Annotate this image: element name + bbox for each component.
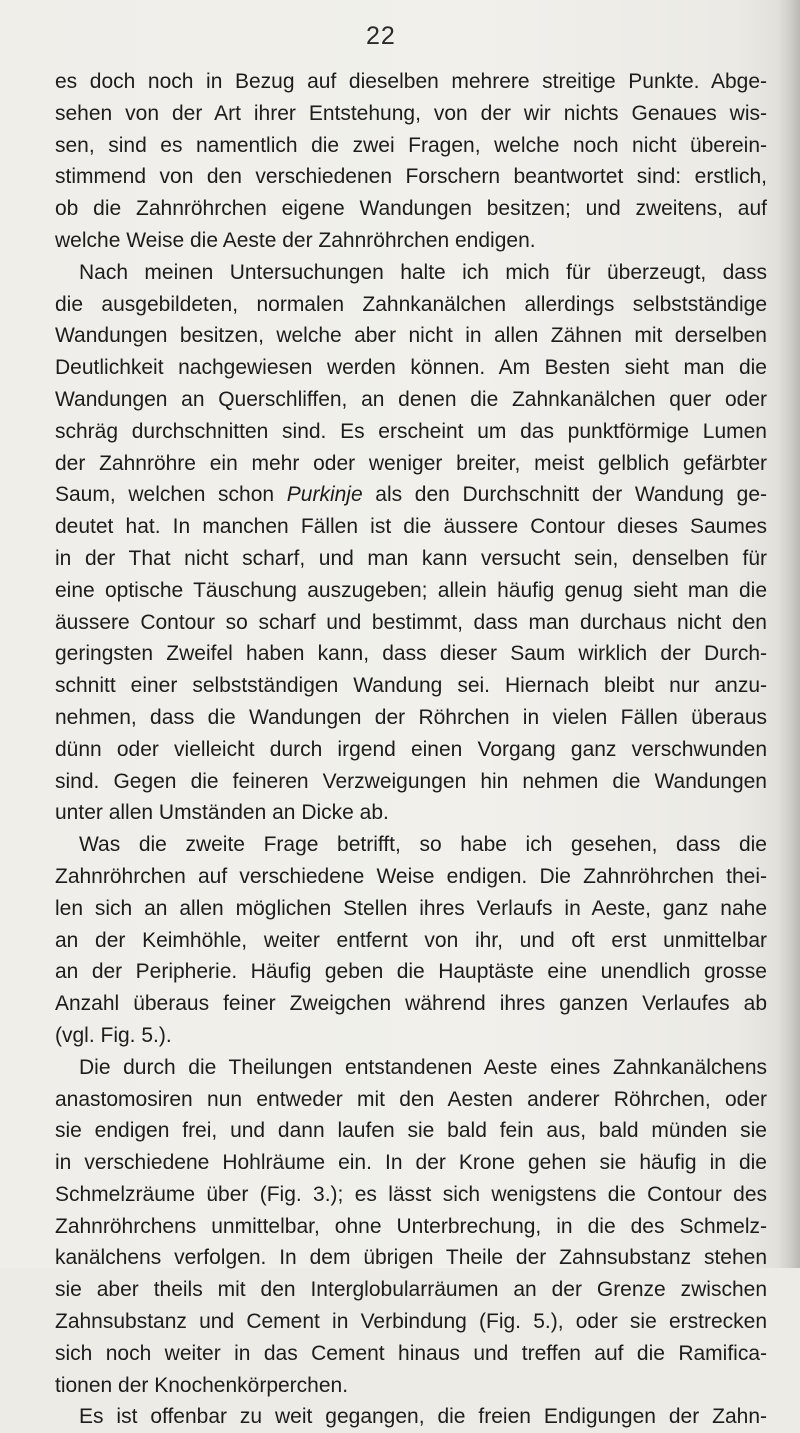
text-line: schräg durchschnitten sind. Es erscheint um das punktförmige Lumen	[55, 419, 767, 443]
text-line: Wandungen besitzen, welche aber nicht in allen Zähnen mit derselben	[55, 324, 767, 348]
text-line: sind. Gegen die feineren Verzweigungen hin nehmen die Wandungen	[55, 769, 767, 793]
text-line: in verschiedene Hohlräume ein. In der Krone gehen sie häufig in die	[55, 1151, 767, 1175]
text-line: Wandungen an Querschliffen, an denen die Zahnkanälchen quer oder	[55, 387, 767, 411]
text-line: ob die Zahnröhrchen eigene Wandungen besitzen; und zweitens, auf	[55, 197, 767, 221]
text-line: schnitt einer selbstständigen Wandung sei. Hiernach bleibt nur anzu-	[55, 674, 767, 698]
text-line: welche Weise die Aeste der Zahnröhrchen endigen.	[55, 228, 536, 252]
page-number: 22	[366, 22, 396, 50]
text-line: anastomosiren nun entweder mit den Aesten anderer Röhrchen, oder	[55, 1087, 767, 1111]
text-line: sehen von der Art ihrer Entstehung, von der wir nichts Genaues wis-	[55, 101, 767, 125]
text-line: es doch noch in Bezug auf dieselben mehrere streitige Punkte. Abge-	[55, 70, 767, 93]
page-edge-shadow	[778, 0, 800, 1268]
paragraph-first-line: Nach meinen Untersuchungen halte ich mich für überzeugt, dass	[79, 260, 767, 284]
paragraph-first-line: Was die zweite Frage betrifft, so habe ich gesehen, dass die	[79, 833, 767, 857]
text-line: tionen der Knochenkörperchen.	[55, 1373, 349, 1397]
text-line: (vgl. Fig. 5.).	[55, 1023, 172, 1047]
text-line: der Zahnröhre ein mehr oder weniger breiter, meist gelblich gefärbter	[55, 451, 767, 475]
text-line: sen, sind es namentlich die zwei Fragen, welche noch nicht überein-	[55, 133, 767, 157]
text-line: Schmelzräume über (Fig. 3.); es lässt sich wenigstens die Contour des	[55, 1182, 767, 1206]
text-line: Zahnröhrchens unmittelbar, ohne Unterbrechung, in die des Schmelz-	[55, 1214, 767, 1238]
text-line: an der Keimhöhle, weiter entfernt von ihr, und oft erst unmittelbar	[55, 928, 767, 952]
text-line: sie aber theils mit den Interglobularräumen an der Grenze zwischen	[55, 1278, 767, 1302]
line-segment: Saum, welchen schon	[55, 483, 287, 507]
paragraph-first-line: Die durch die Theilungen entstandenen Aeste eines Zahnkanälchens	[79, 1055, 767, 1079]
text-line: stimmend von den verschiedenen Forschern beantwortet sind: erstlich,	[55, 165, 767, 189]
text-line: die ausgebildeten, normalen Zahnkanälchen allerdings selbstständige	[55, 292, 767, 316]
body-text	[55, 66, 767, 1433]
line-segment: als den Durchschnitt der Wandung ge-	[362, 483, 767, 507]
text-line: kanälchens verfolgen. In dem übrigen Theile der Zahnsubstanz stehen	[55, 1246, 767, 1270]
text-line: geringsten Zweifel haben kann, dass dieser Saum wirklich der Durch-	[55, 642, 767, 666]
text-line: Anzahl überaus feiner Zweigchen während ihres ganzen Verlaufes ab	[55, 992, 767, 1016]
text-line: unter allen Umständen an Dicke ab.	[55, 801, 389, 825]
text-line: äussere Contour so scharf und bestimmt, dass man durchaus nicht den	[55, 610, 767, 634]
text-line: sich noch weiter in das Cement hinaus und treffen auf die Ramifica-	[55, 1341, 767, 1365]
text-line: an der Peripherie. Häufig geben die Hauptäste eine unendlich grosse	[55, 960, 767, 984]
text-line: sie endigen frei, und dann laufen sie bald fein aus, bald münden sie	[55, 1119, 767, 1143]
text-line: deutet hat. In manchen Fällen ist die äussere Contour dieses Saumes	[55, 515, 767, 539]
text-line: len sich an allen möglichen Stellen ihres Verlaufs in Aeste, ganz nahe	[55, 896, 767, 920]
author-name: Purkinje	[286, 483, 363, 507]
text-line-with-name	[55, 479, 767, 511]
paragraph-first-line: Es ist offenbar zu weit gegangen, die freien Endigungen der Zahn-	[79, 1405, 767, 1429]
text-line: Deutlichkeit nachgewiesen werden können. Am Besten sieht man die	[55, 356, 767, 380]
text-line: dünn oder vielleicht durch irgend einen Vorgang ganz verschwunden	[55, 737, 767, 761]
text-line: Zahnröhrchen auf verschiedene Weise endigen. Die Zahnröhrchen thei-	[55, 864, 767, 888]
text-line: in der That nicht scharf, und man kann versucht sein, denselben für	[55, 546, 767, 570]
text-line: eine optische Täuschung auszugeben; allein häufig genug sieht man die	[55, 578, 767, 602]
text-line: Zahnsubstanz und Cement in Verbindung (Fig. 5.), oder sie erstrecken	[55, 1310, 767, 1334]
text-line: nehmen, dass die Wandungen der Röhrchen in vielen Fällen überaus	[55, 705, 767, 729]
